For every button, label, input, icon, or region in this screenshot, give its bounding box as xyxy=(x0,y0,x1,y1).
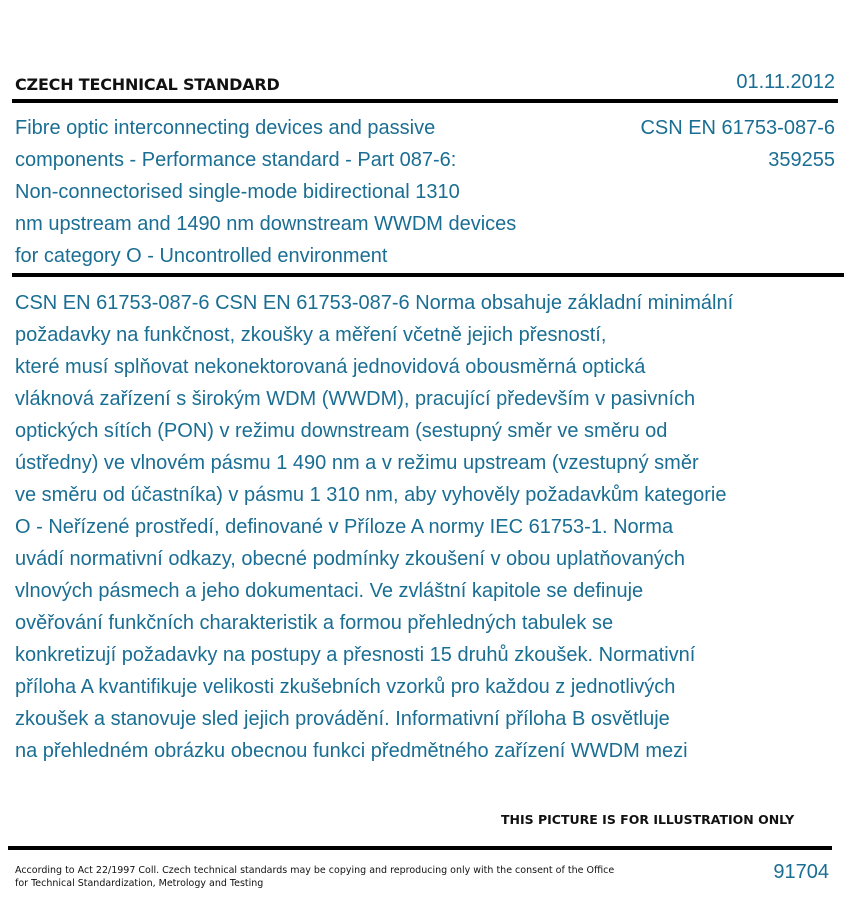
abstract-line: které musí splňovat nekonektorovaná jednovidová obousměrná optická xyxy=(15,356,646,378)
title-line: nm upstream and 1490 nm downstream WWDM devices xyxy=(15,213,517,235)
abstract-line: ústředny) ve vlnovém pásmu 1 490 nm a v režimu upstream (vzestupný směr xyxy=(15,452,699,474)
abstract-line: konkretizují požadavky na postupy a přesnosti 15 druhů zkoušek. Normativní xyxy=(15,644,696,666)
header-divider xyxy=(12,99,838,103)
catalog-number: 359255 xyxy=(768,149,835,171)
title-line: Fibre optic interconnecting devices and passive xyxy=(15,117,436,139)
title-divider xyxy=(12,273,844,277)
abstract-line: na přehledném obrázku obecnou funkci předmětného zařízení WWDM mezi xyxy=(15,740,688,762)
abstract-line: vláknová zařízení s širokým WDM (WWDM), pracující především v pasivních xyxy=(15,388,696,410)
publication-date: 01.11.2012 xyxy=(736,71,835,93)
copyright-line: According to Act 22/1997 Coll. Czech technical standards may be copying and reproducing only with the consent of the Office xyxy=(15,865,615,876)
title-line: Non-connectorised single-mode bidirectional 1310 xyxy=(15,181,460,203)
abstract-line: O - Neřízené prostředí, definované v Příloze A normy IEC 61753-1. Norma xyxy=(15,516,674,538)
abstract-line: optických sítích (PON) v režimu downstream (sestupný směr ve směru od xyxy=(15,420,668,442)
standard-title xyxy=(15,112,575,272)
abstract-text xyxy=(15,287,835,767)
copyright-line: for Technical Standardization, Metrology and Testing xyxy=(15,878,264,889)
copyright-note xyxy=(15,864,615,890)
abstract-line: ve směru od účastníka) v pásmu 1 310 nm, aby vyhověly požadavkům kategorie xyxy=(15,484,727,506)
abstract-line: vlnových pásmech a jeho dokumentaci. Ve zvláštní kapitole se definuje xyxy=(15,580,644,602)
title-line: components - Performance standard - Part 087-6: xyxy=(15,149,457,171)
footer-divider xyxy=(8,846,832,850)
abstract-line: zkoušek a stanovuje sled jejich provádění. Informativní příloha B osvětluje xyxy=(15,708,670,730)
abstract-line: příloha A kvantifikuje velikosti zkušebních vzorků pro každou z jednotlivých xyxy=(15,676,676,698)
footer-number: 91704 xyxy=(773,861,829,883)
abstract-line: požadavky na funkčnost, zkoušky a měření včetně jejich přesností, xyxy=(15,324,607,346)
illustration-disclaimer: THIS PICTURE IS FOR ILLUSTRATION ONLY xyxy=(501,812,795,827)
standard-identifiers xyxy=(640,112,835,176)
document-type-label: CZECH TECHNICAL STANDARD xyxy=(15,75,280,94)
title-line: for category O - Uncontrolled environment xyxy=(15,245,388,267)
abstract-line: CSN EN 61753-087-6 CSN EN 61753-087-6 Norma obsahuje základní minimální xyxy=(15,292,734,314)
abstract-line: uvádí normativní odkazy, obecné podmínky zkoušení v obou uplatňovaných xyxy=(15,548,686,570)
standard-code: CSN EN 61753-087-6 xyxy=(640,117,835,139)
abstract-line: ověřování funkčních charakteristik a formou přehledných tabulek se xyxy=(15,612,614,634)
